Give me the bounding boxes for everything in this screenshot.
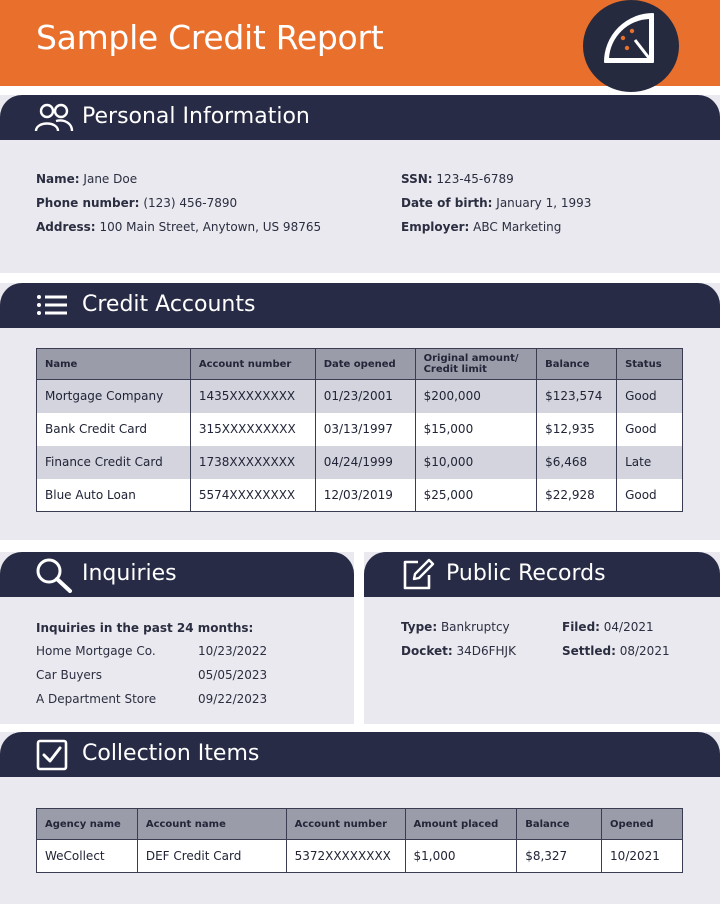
- table-cell: Mortgage Company: [37, 380, 191, 413]
- table-cell: 1435XXXXXXXX: [190, 380, 315, 413]
- inquiry-date: 05/05/2023: [198, 668, 268, 682]
- table-cell: 01/23/2001: [315, 380, 415, 413]
- section-header: [0, 732, 720, 777]
- table-cell: 5574XXXXXXXX: [190, 479, 315, 512]
- column-header: Name: [37, 349, 191, 380]
- table-cell: 10/2021: [602, 840, 683, 873]
- table-cell: WeCollect: [37, 840, 138, 873]
- personal-left-column: [36, 167, 321, 239]
- collection-items-table: [36, 808, 683, 873]
- inquiry-name: Car Buyers: [36, 668, 102, 682]
- table-cell: $22,928: [537, 479, 617, 512]
- table-cell: DEF Credit Card: [137, 840, 286, 873]
- type-row: Type: Bankruptcy: [401, 620, 510, 634]
- phone-row: Phone number: (123) 456-7890: [36, 196, 238, 210]
- inquiries-section: [0, 552, 354, 724]
- column-header: Original amount/ Credit limit: [415, 349, 537, 380]
- table-cell: Bank Credit Card: [37, 413, 191, 446]
- table-header-row: [37, 809, 683, 840]
- section-header: [0, 552, 354, 597]
- people-icon: [34, 101, 74, 137]
- credit-accounts-section: [0, 283, 720, 540]
- table-row: [37, 840, 683, 873]
- table-cell: $1,000: [405, 840, 517, 873]
- table-row: [37, 446, 683, 479]
- section-header: [0, 283, 720, 328]
- search-icon: [34, 557, 74, 597]
- checkbox-icon: [36, 739, 68, 775]
- table-cell: $200,000: [415, 380, 537, 413]
- report-title: Sample Credit Report: [36, 18, 384, 57]
- table-cell: $25,000: [415, 479, 537, 512]
- edit-icon: [400, 557, 436, 597]
- table-row: [37, 413, 683, 446]
- section-title: Collection Items: [82, 741, 260, 766]
- table-cell: Blue Auto Loan: [37, 479, 191, 512]
- section-title: Inquiries: [82, 561, 177, 586]
- column-header: Opened: [602, 809, 683, 840]
- column-header: Balance: [537, 349, 617, 380]
- personal-information-section: [0, 95, 720, 273]
- column-header: Balance: [517, 809, 602, 840]
- inquiry-date: 10/23/2022: [198, 644, 268, 658]
- ssn-row: SSN: 123-45-6789: [401, 172, 514, 186]
- records-left-column: [401, 615, 516, 663]
- collection-items-section: [0, 732, 720, 904]
- list-icon: [36, 293, 70, 321]
- address-row: Address: 100 Main Street, Anytown, US 98765: [36, 220, 322, 234]
- table-cell: $10,000: [415, 446, 537, 479]
- section-title: Public Records: [446, 561, 606, 586]
- section-title: Credit Accounts: [82, 292, 256, 317]
- table-cell: 04/24/1999: [315, 446, 415, 479]
- table-cell: 12/03/2019: [315, 479, 415, 512]
- records-right-column: [562, 615, 670, 663]
- table-cell: Good: [617, 479, 683, 512]
- table-header-row: [37, 349, 683, 380]
- personal-right-column: [401, 167, 591, 239]
- dob-row: Date of birth: January 1, 1993: [401, 196, 592, 210]
- inquiries-subtitle: Inquiries in the past 24 months:: [36, 621, 254, 635]
- inquiry-name: A Department Store: [36, 692, 157, 706]
- column-header: Amount placed: [405, 809, 517, 840]
- table-cell: Finance Credit Card: [37, 446, 191, 479]
- employer-row: Employer: ABC Marketing: [401, 220, 562, 234]
- inquiry-date: 09/22/2023: [198, 692, 268, 706]
- column-header: Agency name: [37, 809, 138, 840]
- table-cell: 1738XXXXXXXX: [190, 446, 315, 479]
- settled-row: Settled: 08/2021: [562, 644, 670, 658]
- table-cell: $6,468: [537, 446, 617, 479]
- column-header: Status: [617, 349, 683, 380]
- docket-row: Docket: 34D6FHJK: [401, 644, 516, 658]
- column-header: Date opened: [315, 349, 415, 380]
- filed-row: Filed: 04/2021: [562, 620, 654, 634]
- table-cell: Good: [617, 380, 683, 413]
- table-cell: Good: [617, 413, 683, 446]
- section-header: [364, 552, 720, 597]
- table-cell: Late: [617, 446, 683, 479]
- column-header: Account name: [137, 809, 286, 840]
- table-cell: $12,935: [537, 413, 617, 446]
- section-header: [0, 95, 720, 140]
- table-cell: $8,327: [517, 840, 602, 873]
- column-header: Account number: [286, 809, 405, 840]
- clock-chart-icon: [583, 0, 679, 92]
- column-header: Account number: [190, 349, 315, 380]
- table-row: [37, 380, 683, 413]
- table-cell: 03/13/1997: [315, 413, 415, 446]
- table-cell: $15,000: [415, 413, 537, 446]
- credit-accounts-table: [36, 348, 683, 512]
- table-row: [37, 479, 683, 512]
- table-cell: 5372XXXXXXXX: [286, 840, 405, 873]
- public-records-section: [364, 552, 720, 724]
- table-cell: 315XXXXXXXXX: [190, 413, 315, 446]
- inquiry-name: Home Mortgage Co.: [36, 644, 156, 658]
- table-cell: $123,574: [537, 380, 617, 413]
- name-row: Name: Jane Doe: [36, 172, 138, 186]
- section-title: Personal Information: [82, 104, 310, 129]
